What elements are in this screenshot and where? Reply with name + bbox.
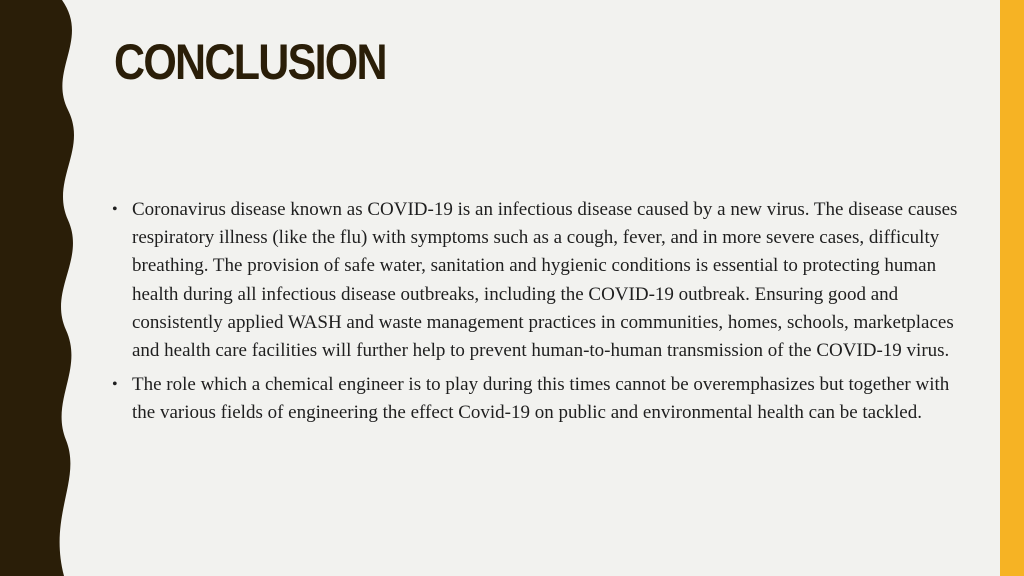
bullet-dot-icon: • xyxy=(112,201,118,218)
bullet-item xyxy=(112,371,962,427)
bullet-text: Coronavirus disease known as COVID-19 is an infectious disease caused by a new virus. The disease causes respiratory illness (like the flu) with symptoms such as a cough, fever, and in more severe cases, difficulty breathing. The provision of safe water, sanitation and hygienic conditions is essential to protecting human health during all infectious disease outbreaks, including the COVID-19 outbreak. Ensuring good and consistently applied WASH and waste management practices in communities, homes, schools, marketplaces and health care facilities will further help to prevent human-to-human transmission of the COVID-19 virus. xyxy=(132,199,958,362)
slide-title: CONCLUSION xyxy=(114,34,386,90)
bullet-dot-icon: • xyxy=(112,376,118,394)
left-wave-band xyxy=(0,0,80,576)
right-accent-bar xyxy=(1000,0,1024,576)
bullet-item xyxy=(112,196,962,365)
bullet-text: The role which a chemical engineer is to play during this times cannot be overemphasizes but together with the various fields of engineering the effect Covid-19 on public and environmental health can be tackled. xyxy=(132,374,950,424)
bullet-list xyxy=(112,196,962,434)
